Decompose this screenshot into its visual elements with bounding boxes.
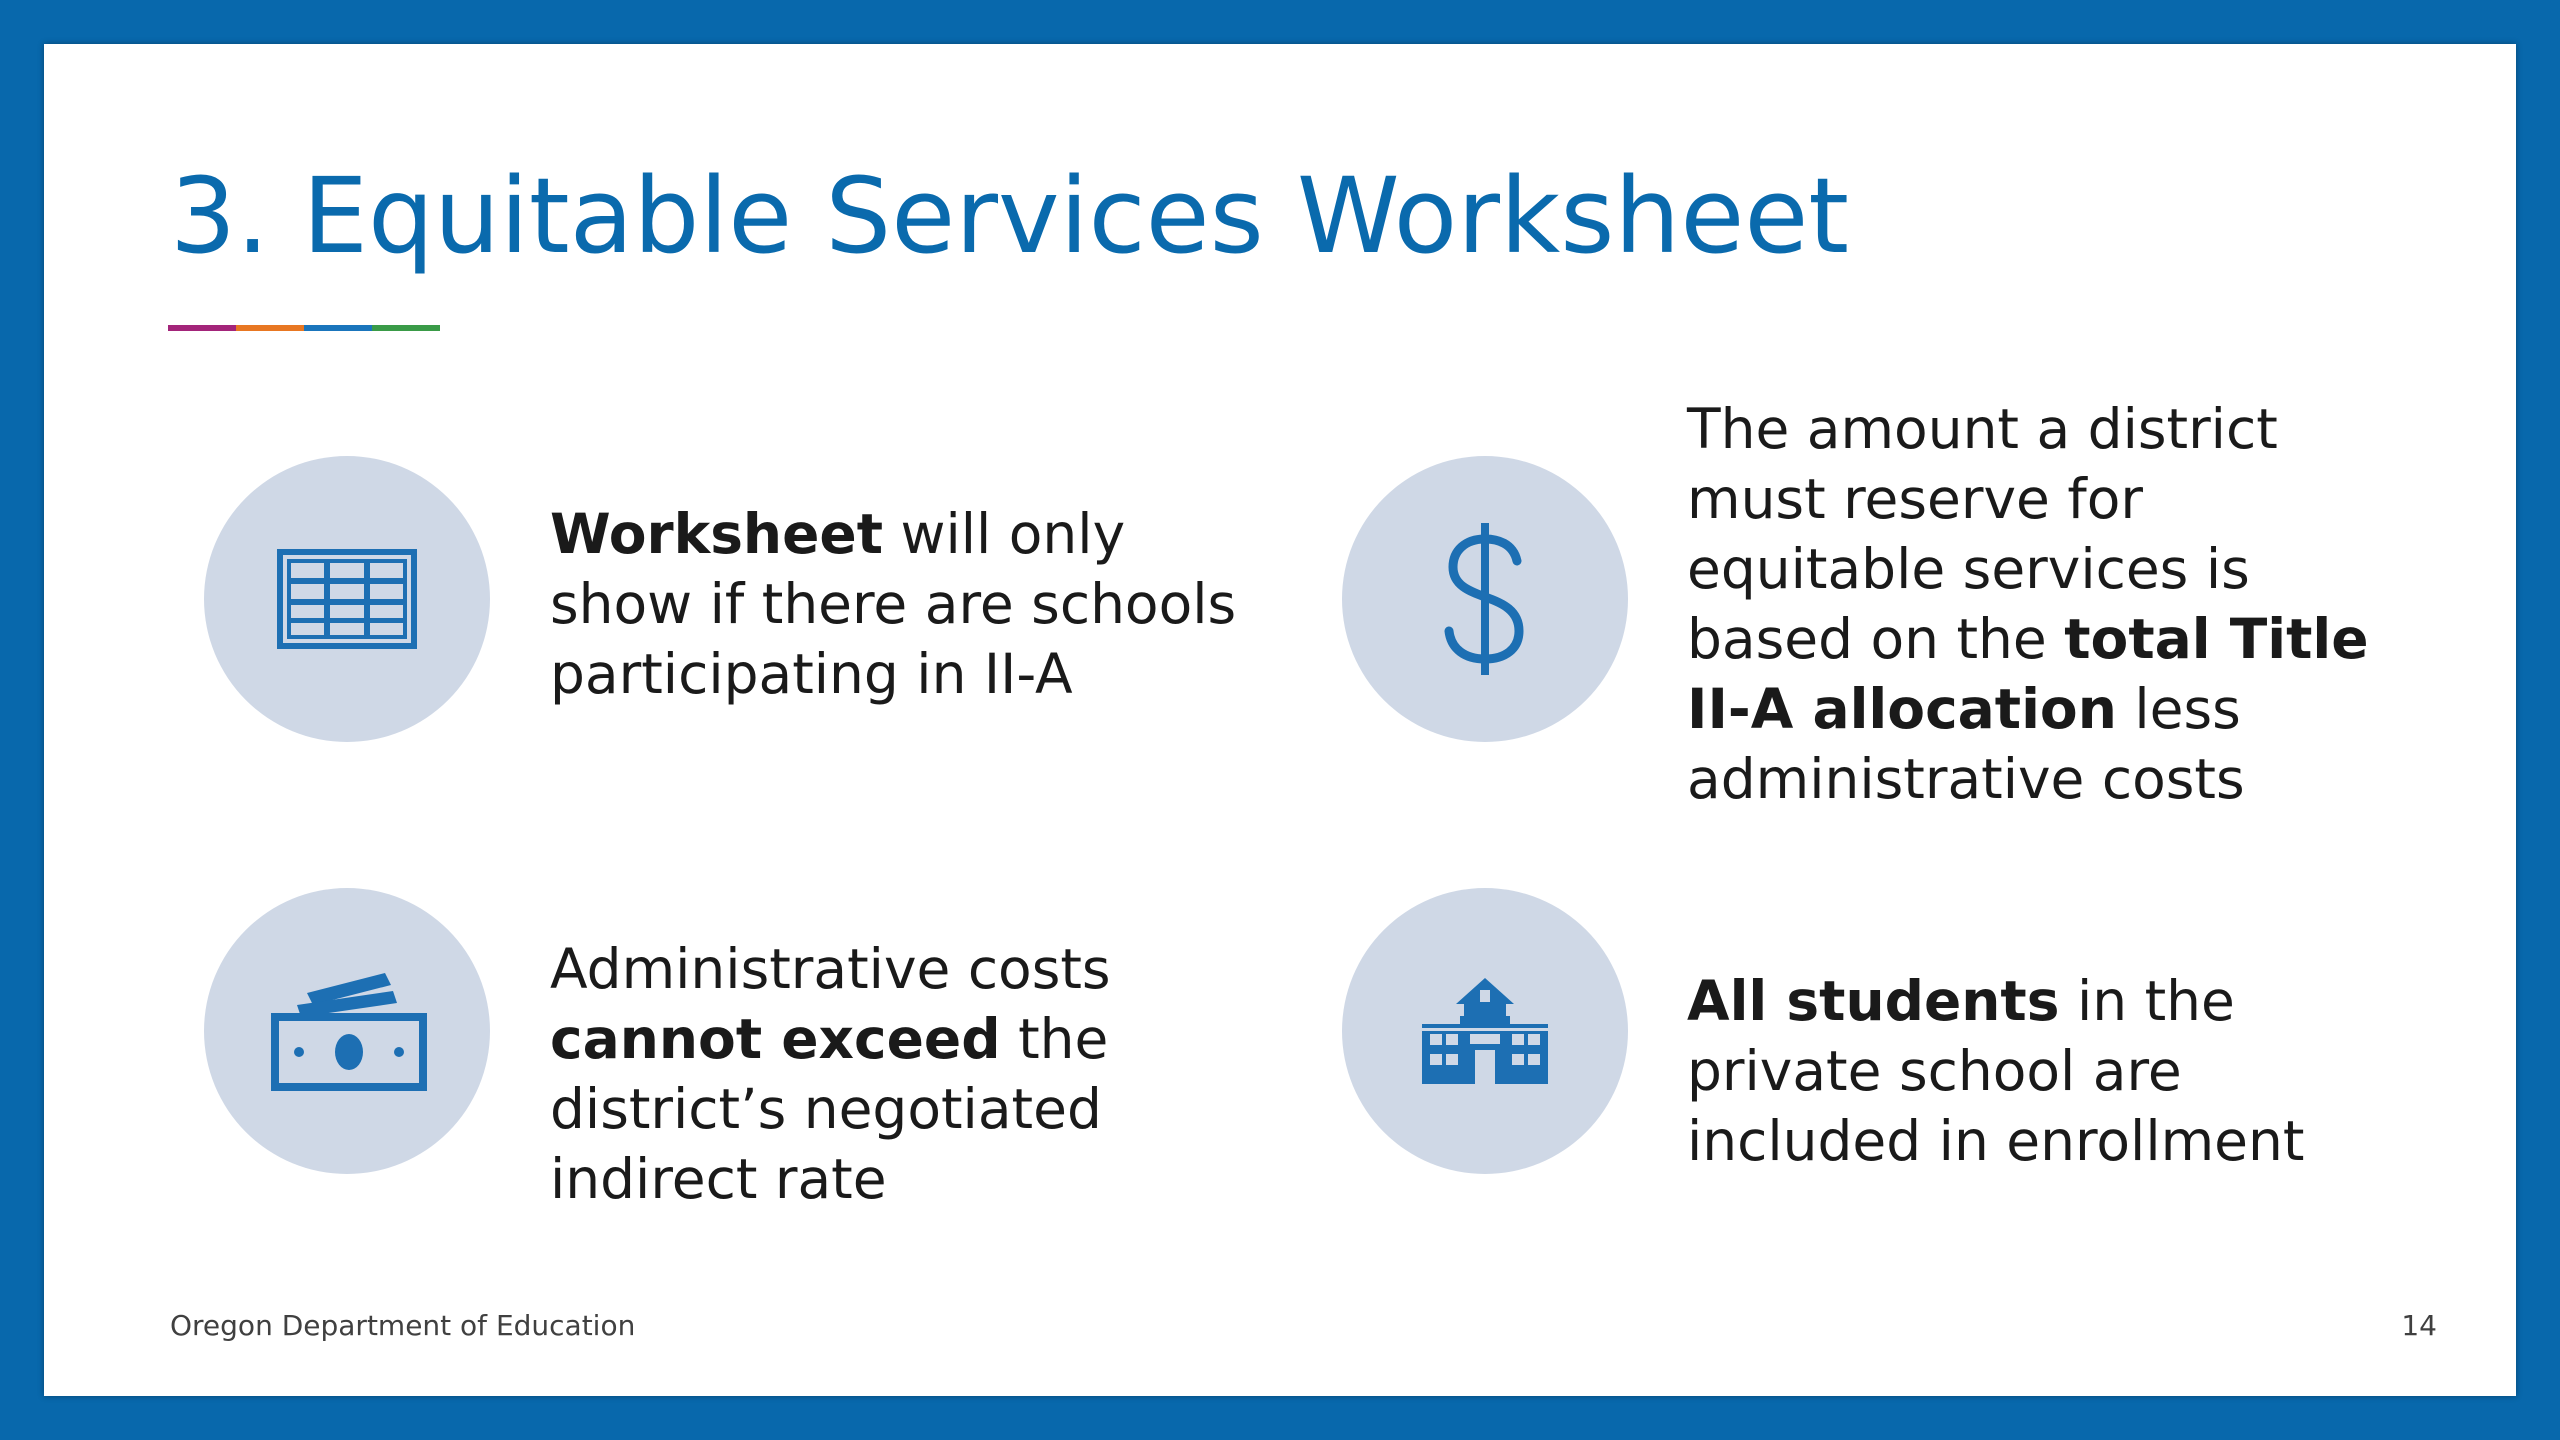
body-text: in the private school are included in enrollment <box>1687 969 2305 1173</box>
item-text <box>550 934 1250 1214</box>
footer-organization: Oregon Department of Education <box>170 1309 636 1342</box>
school-building-icon <box>1420 976 1550 1086</box>
slide-title: 3. Equitable Services Worksheet <box>170 155 1850 277</box>
emphasis-text: All students <box>1687 969 2060 1033</box>
body-text: the district’s negotiated indirect rate <box>550 1007 1109 1211</box>
table-icon <box>277 549 417 649</box>
emphasis-text: total Title II-A allocation <box>1687 607 2369 741</box>
body-text: Administrative costs <box>550 937 1111 1001</box>
icon-circle-worksheet <box>204 456 490 742</box>
item-text <box>550 499 1250 709</box>
body-text: The amount a district must reserve for equitable services is based on the <box>1687 397 2278 671</box>
item-text <box>1687 394 2387 814</box>
body-text: will only show if there are schools participating in II-A <box>550 502 1237 706</box>
money-icon <box>267 971 427 1091</box>
page-number: 14 <box>2401 1309 2437 1342</box>
title-underline-segment <box>304 325 372 331</box>
icon-circle-dollar <box>1342 456 1628 742</box>
title-underline-segment <box>168 325 236 331</box>
body-text: less administrative costs <box>1687 677 2245 811</box>
icon-circle-money <box>204 888 490 1174</box>
icon-circle-school <box>1342 888 1628 1174</box>
title-underline-segment <box>372 325 440 331</box>
title-underline-segment <box>236 325 304 331</box>
emphasis-text: cannot exceed <box>550 1007 1001 1071</box>
title-underline <box>168 325 440 331</box>
item-text <box>1687 966 2387 1176</box>
emphasis-text: Worksheet <box>550 502 883 566</box>
dollar-sign-icon <box>1435 519 1535 679</box>
slide <box>44 44 2516 1396</box>
